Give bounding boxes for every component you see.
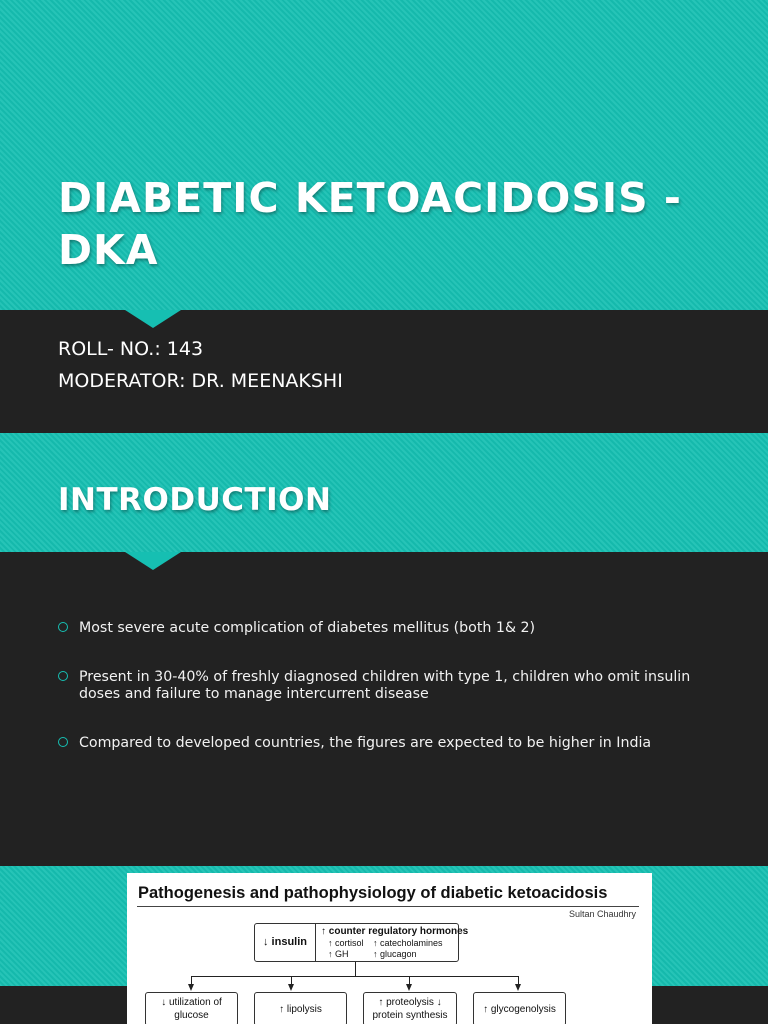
bullet-ring-icon	[58, 671, 68, 681]
list-item	[58, 620, 718, 637]
bullet-text: Most severe acute complication of diabetes mellitus (both 1& 2)	[79, 620, 536, 636]
title-notch	[125, 310, 181, 328]
connector-stem	[355, 962, 356, 976]
glucagon-label: ↑ glucagon	[373, 949, 417, 959]
arrow-down-icon	[406, 984, 412, 991]
gh-label: ↑ GH	[328, 949, 349, 959]
connector-drop	[518, 976, 519, 984]
moderator: MODERATOR: DR. MEENAKSHI	[58, 370, 343, 392]
insulin-label: ↓ insulin	[255, 924, 316, 961]
list-item	[58, 669, 718, 703]
hormones-header: ↑ counter regulatory hormones	[321, 926, 469, 937]
figure-author: Sultan Chaudhry	[568, 909, 636, 919]
slide-title: DIABETIC KETOACIDOSIS - DKA	[58, 174, 682, 274]
connector-bar	[191, 976, 519, 977]
roll-number: ROLL- NO.: 143	[58, 338, 204, 360]
connector-drop	[191, 976, 192, 984]
intro-bullet-list	[58, 620, 718, 784]
bullet-text: Compared to developed countries, the figures are expected to be higher in India	[79, 735, 652, 751]
figure-rule	[137, 906, 639, 907]
outcome-box: ↑ lipolysis	[254, 992, 347, 1024]
connector-drop	[291, 976, 292, 984]
pathogenesis-figure	[127, 873, 652, 1024]
bullet-ring-icon	[58, 622, 68, 632]
outcome-box: ↓ utilization of glucose	[145, 992, 238, 1024]
outcome-box: ↑ glycogenolysis	[473, 992, 566, 1024]
list-item	[58, 735, 718, 752]
arrow-down-icon	[288, 984, 294, 991]
figure-title: Pathogenesis and pathophysiology of diabetic ketoacidosis	[138, 884, 608, 902]
intro-heading: INTRODUCTION	[58, 482, 332, 518]
cortisol-label: ↑ cortisol	[328, 938, 364, 948]
outcome-box: ↑ proteolysis ↓ protein synthesis	[363, 992, 457, 1024]
cause-box	[254, 923, 469, 962]
arrow-down-icon	[188, 984, 194, 991]
bullet-ring-icon	[58, 737, 68, 747]
arrow-down-icon	[515, 984, 521, 991]
bullet-text: Present in 30-40% of freshly diagnosed children with type 1, children who omit insulin doses and failure to manage intercurrent disease	[79, 669, 691, 702]
connector-drop	[409, 976, 410, 984]
catecholamines-label: ↑ catecholamines	[373, 938, 443, 948]
intro-notch	[125, 552, 181, 570]
